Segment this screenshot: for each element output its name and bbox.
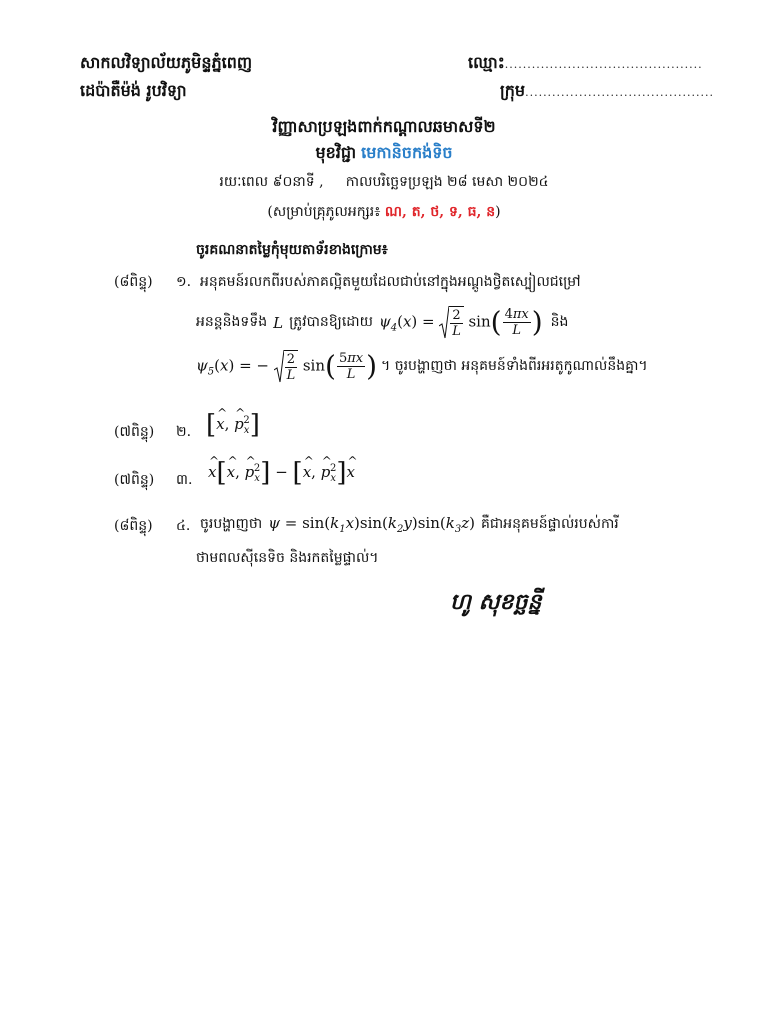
q2-points: (៧ពិន្ទុ) [114, 424, 155, 440]
group-field[interactable] [500, 80, 714, 104]
q4-line2: ថាមពលស៊ីនេទិច និងរកតម្លៃផ្ទាល់។ [196, 550, 379, 566]
groups-line [0, 202, 768, 223]
q4-line1-pre: ចូរបង្ហាញថា [200, 516, 263, 532]
groups-prefix: (សម្រាប់គ្រុភូលអក្សរ៖ [267, 204, 381, 220]
q3-points: (៧ពិន្ទុ) [114, 472, 155, 488]
psi4-equation: $\psi_4(x)$ = $\frac{2}{L}$ sin( $\frac{4\pi x}{L}$ ) [378, 305, 543, 339]
groups-highlight: ណ, ត, ថ, ទ, ធ, ន [384, 204, 496, 220]
q1-line2-mid: ត្រូវបានឱ្យដោយ [289, 314, 373, 330]
q3-number: ៣. [176, 472, 193, 488]
q1-line2 [196, 306, 568, 339]
q1-line1: អនុគមន៍រលកពីរបស់ភាគល្អិតមួយដែលជាប់នៅក្នុងអណ្តូងថ្វិតស្បៀលជម្រៅ [200, 274, 581, 290]
q2-number: ២. [176, 424, 192, 440]
q1-line3 [196, 350, 648, 383]
q1-points: (៨ពិន្ទុ) [114, 274, 153, 290]
subject-line [0, 142, 768, 166]
q1-line2-post: និង [550, 314, 569, 330]
name-field[interactable] [468, 52, 703, 76]
name-label: ឈ្មោះ [468, 53, 505, 72]
name-dots: ............................................ [504, 58, 703, 71]
q4-points: (៨ពិន្ទុ) [114, 518, 153, 534]
q4-line1-post: គឺជាអនុគមន៍ផ្ទាល់របស់ការី [480, 516, 619, 532]
group-label: ក្រុម [500, 81, 526, 100]
signature: ហូ សុខច្ឆន្នី [450, 589, 542, 615]
q1-line3-post: ។ ចូរបង្ហាញថា អនុគមន៍ទាំងពីរអរតូកូណាល់នឹងគ្នា។ [381, 358, 648, 374]
subject-label: មុខវិជ្ជា [315, 143, 357, 162]
exam-title: វិញ្ញាសាប្រឡងពាក់កណ្ដាលឆមាសទី២ [272, 117, 496, 136]
q4-line1 [200, 514, 619, 535]
instruction: ចូរគណនាតម្លៃកុំមុយតាទ័រខាងក្រោម៖ [196, 242, 388, 258]
q3-expression: ^ x[^ x, ^ $p_x^2$] − [^ x, ^ $p_x^2]\^{}$ x [208, 460, 355, 486]
department-name: ដេប៉ាតឺម៉ង់ រូបវិទ្យា [80, 81, 187, 100]
duration-date-line [0, 172, 768, 193]
q1-line2-pre: អនន្តនិងទទឹង [196, 314, 268, 330]
subject-value: មេកានិចកង់ទិច [361, 143, 453, 162]
q1-number: ១. [176, 274, 192, 290]
q4-number: ៤. [176, 518, 191, 534]
groups-suffix: ) [495, 204, 501, 220]
group-dots: .......................................... [525, 86, 714, 99]
university-name: សាកលវិទ្យាល័យភូមិន្ទភ្នំពេញ [80, 53, 253, 72]
q2-commutator: [^ x, ^ $p_x^2$] [206, 412, 260, 438]
exam-date: កាលបរិច្ឆេទប្រឡង ២៨ មេសា ២០២៤ [345, 174, 549, 190]
psi5-equation: $\psi_5(x)$ = − $\frac{2}{L}$ sin( $\frac{5\pi x}{L}$ ) [196, 349, 378, 383]
q1-var-l: L [273, 313, 284, 332]
q4-wavefunction: $\psi = \sin(k_1x)\sin(k_2y)\sin(k_3z)$ [268, 514, 475, 535]
exam-duration: រយៈពេល ៩០នាទី , [219, 174, 324, 190]
